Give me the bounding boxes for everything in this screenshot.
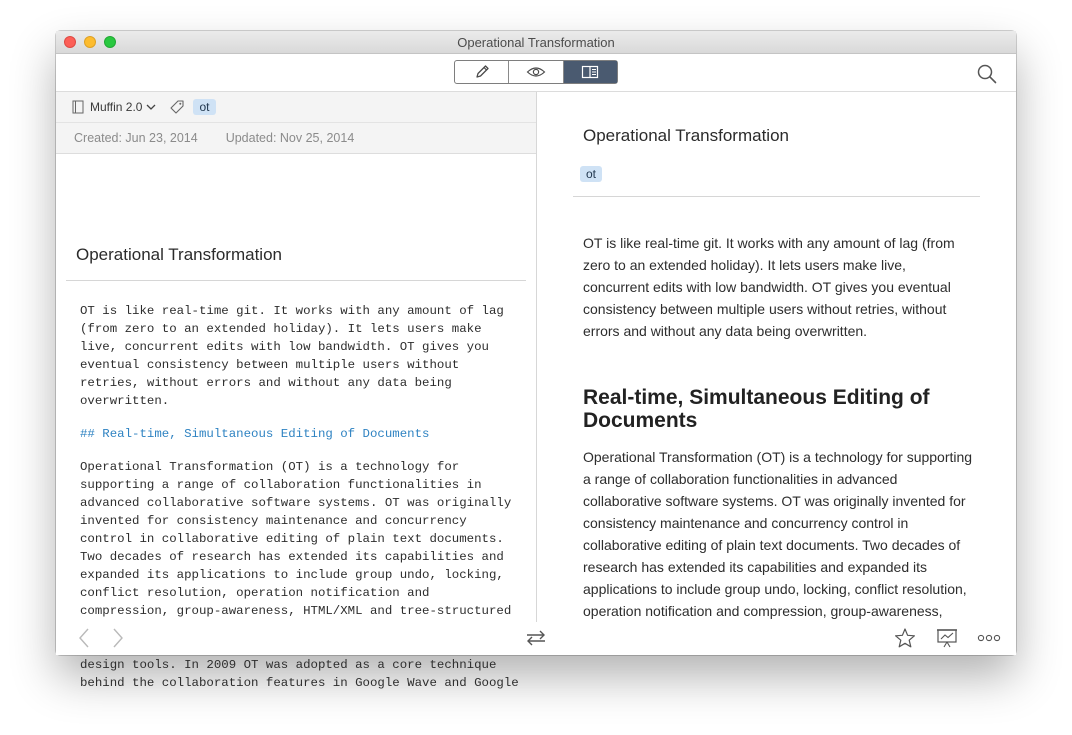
editor-pane: [56, 92, 536, 690]
search-icon: [976, 63, 998, 85]
toolbar: [56, 54, 1016, 92]
updated-date: Updated: Nov 25, 2014: [225, 131, 355, 145]
presentation-icon: [936, 627, 958, 649]
created-date: Created: Jun 23, 2014: [74, 131, 198, 145]
preview-title: Operational Transformation: [583, 126, 789, 145]
presentation-button[interactable]: [935, 627, 959, 649]
editor-paragraph: Operational Transformation (OT) is a technology for supporting a range of collaboration functionalities in advanced collaborative software systems. OT was originally invented for consistency maintenance and concurrency control in collaborative editing of plain text documents. Two decades of research has extended its capabilities and expanded its applications to include group undo, locking, conflict resolution, operation notification and compression, group-awareness, HTML/XML and tree-structured design tools. In 2009 OT was adopted as a core technique behind the collaboration features in Google Wave and Google: [80, 460, 519, 690]
preview-paragraph: Operational Transformation (OT) is a technology for supporting a range of collaboration functionalities in advanced collaborative software systems. OT was originally invented for consistency maintenance and concurrency control in collaborative editing of plain text documents. Two decades of research has extended its capabilities and expanded its applications to include group undo, locking, conflict resolution, operation notification and compression, group-awareness,: [583, 449, 973, 619]
tag-pill[interactable]: ot: [193, 99, 215, 115]
swap-panes-button[interactable]: [524, 627, 548, 649]
forward-button[interactable]: [108, 627, 128, 649]
preview-mode-button[interactable]: [509, 61, 563, 83]
app-window: [56, 31, 1016, 690]
edit-mode-button[interactable]: [455, 61, 509, 83]
note-title[interactable]: Operational Transformation: [76, 245, 282, 264]
title-bar: [56, 31, 1016, 54]
split-view-icon: [581, 65, 599, 79]
tag-icon[interactable]: [169, 99, 185, 115]
back-button[interactable]: [74, 627, 94, 649]
forward-arrow-icon: [111, 627, 125, 649]
notebook-selector[interactable]: Muffin 2.0: [90, 100, 143, 114]
meta-separator: [56, 122, 536, 123]
preview-pane: [537, 92, 1016, 622]
preview-title-divider: [573, 196, 980, 197]
search-button[interactable]: [976, 63, 998, 85]
window-title: Operational Transformation: [457, 35, 615, 50]
swap-icon: [525, 629, 547, 647]
notebook-icon: [72, 100, 84, 114]
editor-heading: ## Real-time, Simultaneous Editing of Documents: [80, 427, 430, 441]
star-icon: [894, 627, 916, 649]
view-mode-control: [454, 60, 618, 84]
title-divider: [66, 280, 526, 281]
favorite-button[interactable]: [893, 627, 917, 649]
more-button[interactable]: [976, 627, 1002, 649]
more-icon: [977, 633, 1001, 643]
preview-tag-row: [580, 165, 602, 183]
bottom-bar: [56, 622, 1016, 655]
preview-paragraph: OT is like real-time git. It works with any amount of lag (from zero to an extended holiday). It lets users make live, concurrent edits with low bandwidth. OT gives you eventual consistency between multiple users without retries, without errors and without any data being overwritten.: [583, 235, 955, 339]
note-meta-bar: [56, 92, 536, 154]
rendered-preview: [583, 232, 973, 664]
note-dates: [74, 131, 354, 145]
notebook-row: [72, 97, 216, 117]
preview-heading: Real-time, Simultaneous Editing of Documents: [583, 386, 930, 432]
chevron-down-icon[interactable]: [145, 102, 157, 112]
preview-tag-pill: ot: [580, 166, 602, 182]
split-mode-button[interactable]: [564, 61, 617, 83]
eye-icon: [526, 65, 546, 79]
pencil-icon: [473, 63, 491, 81]
back-arrow-icon: [77, 627, 91, 649]
editor-paragraph: OT is like real-time git. It works with any amount of lag (from zero to an extended holiday). It lets users make live, concurrent edits with low bandwidth. OT gives you eventual consistency between multiple users without retries, without errors and without any data being overwritten.: [80, 304, 504, 408]
